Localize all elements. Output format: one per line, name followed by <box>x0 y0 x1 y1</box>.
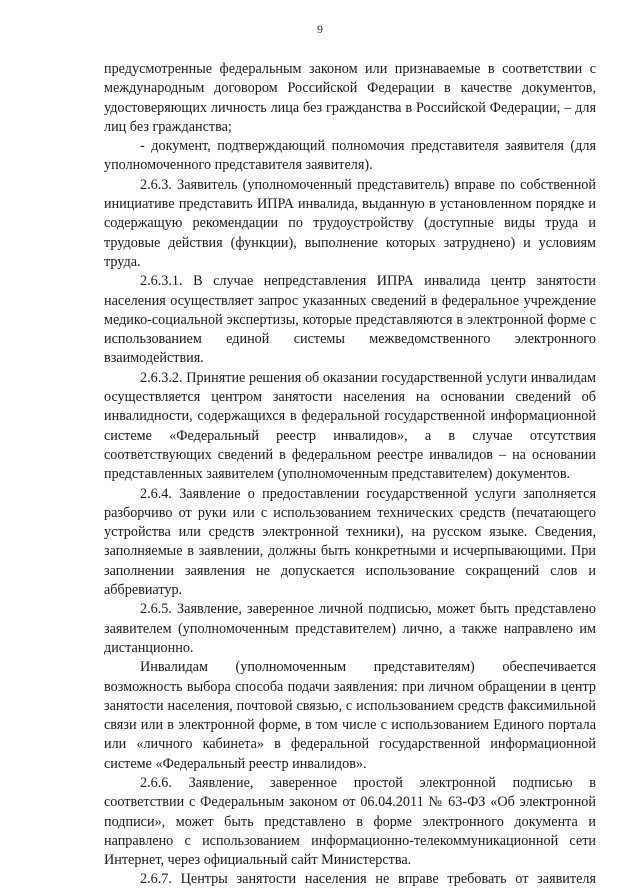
paragraph-2-6-7: 2.6.7. Центры занятости населения не вправе требовать от заявителя <box>140 871 596 888</box>
paragraph-representative-authority-doc: - документ, подтверждающий полномочия представителя заявителя (для уполномоченного представителя заявителя). <box>104 138 596 174</box>
document-body <box>104 60 596 890</box>
paragraph-id-documents-stateless: предусмотренные федеральным законом или признаваемые в соответствии с международным договором Российской Федерации в качестве документов, удостоверяющих личность лица без гражданства в Российской Федерации, – для лиц без гражданства; <box>104 61 596 135</box>
paragraph-2-6-3: 2.6.3. Заявитель (уполномоченный представитель) вправе по собственной инициативе представить ИПРА инвалида, выданную в установленном порядке и содержащую рекомендации по трудоустройству (доступные виды труда и трудовые действия (функции), выполнение которых затруднено) и условиям труда. <box>104 176 596 270</box>
paragraph-2-6-5: 2.6.5. Заявление, заверенное личной подписью, может быть представлено заявителем (уполномоченным представителем) лично, а также направлено им дистанционно. <box>104 601 596 656</box>
paragraph-submission-methods: Инвалидам (уполномоченным представителям) обеспечивается возможность выбора способа подачи заявления: при личном обращении в центр занятости населения, почтовой связью, с использованием средств факсимильной связи или в электронной форме, в том числе с использованием Единого портала или «личного кабинета» в федеральной государственной информационной системе «Федеральный реестр инвалидов». <box>104 659 596 772</box>
paragraph-2-6-3-1: 2.6.3.1. В случае непредставления ИПРА инвалида центр занятости населения осуществляет запрос указанных сведений в федеральное учреждение медико-социальной экспертизы, которые представляются в электронной форме с использованием единой системы межведомственного электронного взаимодействия. <box>104 273 596 367</box>
paragraph-2-6-3-2: 2.6.3.2. Принятие решения об оказании государственной услуги инвалидам осуществляется центром занятости населения на основании сведений об инвалидности, содержащихся в федеральной государственной информационной системе «Федеральный реестр инвалидов», а в случае отсутствия соответствующих сведений в федеральном реестре инвалидов – на основании представленных заявителем (уполномоченным представителем) документов. <box>104 369 596 483</box>
paragraph-2-6-6: 2.6.6. Заявление, заверенное простой электронной подписью в соответствии с Федеральным законом от 06.04.2011 № 63-ФЗ «Об электронной подписи», может быть представлено в форме электронного документа и направлено с использованием информационно-телекоммуникационной сети Интернет, через официальный сайт Министерства. <box>104 774 596 869</box>
paragraph-2-6-4: 2.6.4. Заявление о предоставлении государственной услуги заполняется разборчиво от руки или с использованием технических средств (печатающего устройства или средств электронной техники), на русском языке. Сведения, заполняемые в заявлении, должны быть конкретными и исчерпывающими. При заполнении заявления не допускается использование сокращений слов и аббревиатур. <box>104 485 596 599</box>
page-number: 9 <box>317 22 323 36</box>
